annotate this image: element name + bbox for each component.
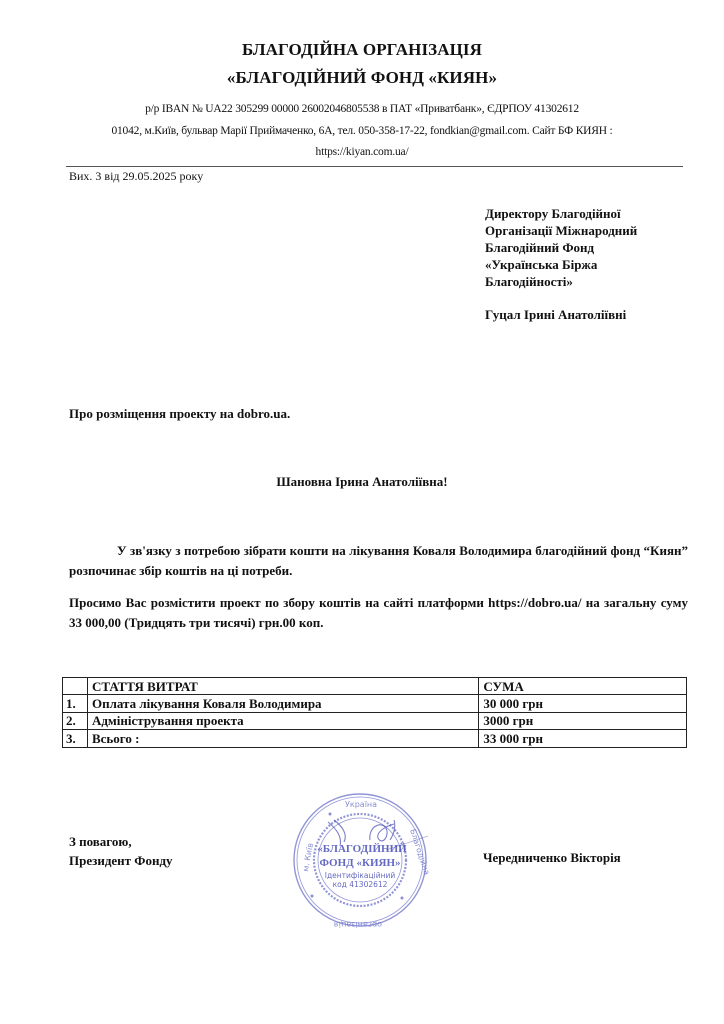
row-item: Адміністрування проекта (87, 712, 478, 729)
costs-table (62, 677, 687, 748)
addressee-line: Організації Міжнародний (485, 223, 638, 238)
row-item: Оплата лікування Коваля Володимира (87, 695, 478, 712)
seal-text-left: м. Київ (301, 842, 315, 873)
addressee-line: Директору Благодійної (485, 206, 621, 221)
header-cell-sum: СУМА (479, 678, 687, 695)
closing-regards: З повагою, (69, 834, 132, 849)
signer-name: Чередниченко Вікторія (483, 850, 621, 865)
row-num: 2. (63, 712, 88, 729)
body-paragraph-1: У зв'язку з потребою зібрати кошти на лікування Коваля Володимира благодійний фонд “Киян” розпочинає збір коштів на ці потреби. (69, 543, 688, 578)
table-row (63, 712, 687, 729)
seal-center-line1: «БЛАГОДІЙНИЙ (317, 843, 407, 855)
addressee-name: Гуцал Ірині Анатоліївні (485, 307, 627, 322)
table-header-row (63, 678, 687, 695)
seal-center-line2: ФОНД «КИЯН» (319, 857, 401, 869)
outgoing-reference: Вих. 3 від 29.05.2025 року (69, 169, 204, 183)
seal-id-code: код 41302612 (332, 880, 388, 889)
seal-text-bottom: організація (333, 920, 382, 929)
addressee-line: Благодійний Фонд (485, 240, 595, 255)
row-num: 1. (63, 695, 88, 712)
seal-id-label: Ідентифікаційний (324, 871, 396, 880)
row-sum: 30 000 грн (479, 695, 687, 712)
closing-position: Президент Фонду (69, 853, 173, 868)
letter-subject: Про розміщення проекту на dobro.ua. (69, 406, 291, 421)
row-num: 3. (63, 730, 88, 747)
seal-text-top: Україна (345, 800, 378, 809)
body-paragraph-2: Просимо Вас розмістити проект по збору коштів на сайті платформи https://dobro.ua/ на загальну суму 33 000,00 (Тридцять три тисячі) грн.00 коп. (69, 595, 688, 630)
row-sum: 33 000 грн (479, 730, 687, 747)
official-seal-stamp (290, 790, 430, 930)
table-row (63, 730, 687, 747)
header-cell-num (63, 678, 88, 695)
bank-details: р/р IBAN № UA22 305299 00000 26002046805538 в ПАТ «Приватбанк», ЄДРПОУ 41302612 (145, 103, 579, 115)
org-title-line1: БЛАГОДІЙНА ОРГАНІЗАЦІЯ (241, 40, 483, 59)
closing-block (69, 832, 173, 870)
org-address: 01042, м.Київ, бульвар Марії Приймаченко, 6А, тел. 050-358-17-22, fondkian@gmail.com. Сайт БФ КИЯН : (111, 125, 613, 137)
addressee-line: «Українська Біржа (485, 257, 598, 272)
header-cell-item: СТАТТЯ ВИТРАТ (87, 678, 478, 695)
seal-text-right: Благодійна (408, 827, 430, 876)
addressee-line: Благодійності» (485, 274, 573, 289)
row-sum: 3000 грн (479, 712, 687, 729)
row-item: Всього : (87, 730, 478, 747)
addressee-block (485, 205, 705, 290)
table-row (63, 695, 687, 712)
header-divider (66, 166, 683, 167)
greeting: Шановна Ірина Анатоліївна! (276, 474, 448, 489)
org-title-line2: «БЛАГОДІЙНИЙ ФОНД «КИЯН» (226, 68, 498, 87)
org-website: https://kiyan.com.ua/ (315, 146, 409, 158)
seal-icon (290, 790, 430, 930)
